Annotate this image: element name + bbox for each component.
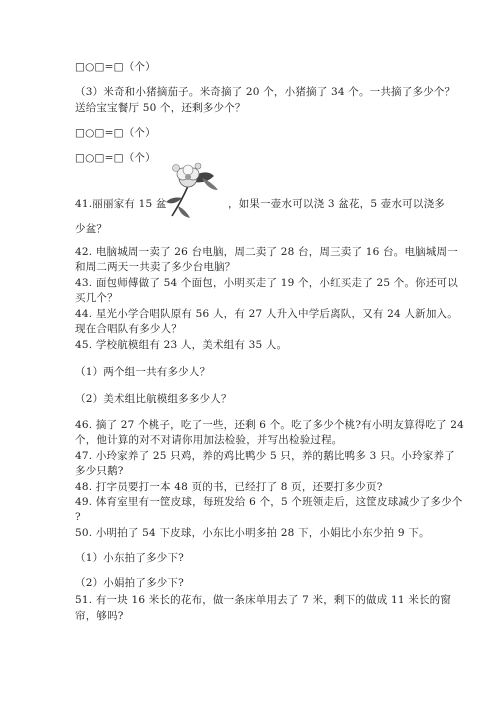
answer-blank-3: □○□=□（个） xyxy=(75,152,156,164)
question-42-line-1: 42. 电脑城周一卖了 26 台电脑，周二卖了 28 台，周三卖了 16 台。电脑城周一 xyxy=(75,246,458,258)
question-47-line-1: 47. 小玲家养了 25 只鸡，养的鸡比鸭少 5 只，养的鹅比鸭多 3 只。小玲家养了 xyxy=(75,450,455,462)
answer-blank-1: □○□=□（个） xyxy=(75,61,156,73)
question-50: 50. 小明拍了 54 下皮球，小东比小明多拍 28 下，小娟比小东少拍 9 下。 xyxy=(75,527,430,539)
question-45: 45. 学校航模组有 23 人，美术组有 35 人。 xyxy=(75,339,288,351)
question-41-line-1-end: ，如果一壶水可以浇 3 盆花，5 壶水可以浇多 xyxy=(228,198,445,210)
question-50-part-1: （1）小东拍了多少下? xyxy=(75,552,185,564)
question-41-line-2: 少盆？ xyxy=(75,223,108,235)
question-48: 48. 打字员要打一本 48 页的书，已经打了 8 页，还要打多少页? xyxy=(75,481,383,493)
question-43-line-1: 43. 面包师傅做了 54 个面包，小明买走了 19 个，小红买走了 25 个。你还可以 xyxy=(75,277,458,289)
question-43-line-2: 买几个？ xyxy=(75,292,118,304)
question-44-line-1: 44. 星光小学合唱队原有 56 人，有 27 人升入中学后离队，又有 24 人新加入。 xyxy=(75,308,458,320)
question-3-line-1: （3）米奇和小猪摘茄子。米奇摘了 20 个，小猪摘了 34 个。一共摘了多少个？ xyxy=(75,86,456,98)
answer-blank-2: □○□=□（个） xyxy=(75,127,156,139)
question-49-line-2: ? xyxy=(75,511,81,523)
question-47-line-2: 多少只鹅? xyxy=(75,465,124,477)
question-51-line-1: 51. 有一块 16 米长的花布，做一条床单用去了 7 米，剩下的做成 11 米长的窗 xyxy=(75,594,452,606)
question-49-line-1: 49. 体育室里有一筐皮球，每班发给 6 个，5 个班领走后，这筐皮球减少了多少个 xyxy=(75,496,463,508)
question-51-line-2: 帘，够吗? xyxy=(75,610,124,622)
question-45-part-2: （2）美术组比航模组多多少人？ xyxy=(75,393,232,405)
question-50-part-2: （2）小娟拍了多少下? xyxy=(75,577,185,589)
question-44-line-2: 现在合唱队有多少人？ xyxy=(75,323,182,335)
question-45-part-1: （1）两个组一共有多少人？ xyxy=(75,366,211,378)
question-41-line-1-start: 41.丽丽家有 15 盆 xyxy=(75,198,167,210)
question-3-line-2: 送给宝宝餐厅 50 个，还剩多少个？ xyxy=(75,102,246,114)
question-46-line-2: 个，他计算的对不对请你用加法检验，并写出检验过程。 xyxy=(75,434,343,446)
question-42-line-2: 和周二两天一共卖了多少台电脑？ xyxy=(75,261,236,273)
question-46-line-1: 46. 摘了 27 个桃子，吃了一些，还剩 6 个。吃了多少个桃?有小明友算得吃了 24 xyxy=(75,419,465,431)
flower-image xyxy=(158,160,220,220)
